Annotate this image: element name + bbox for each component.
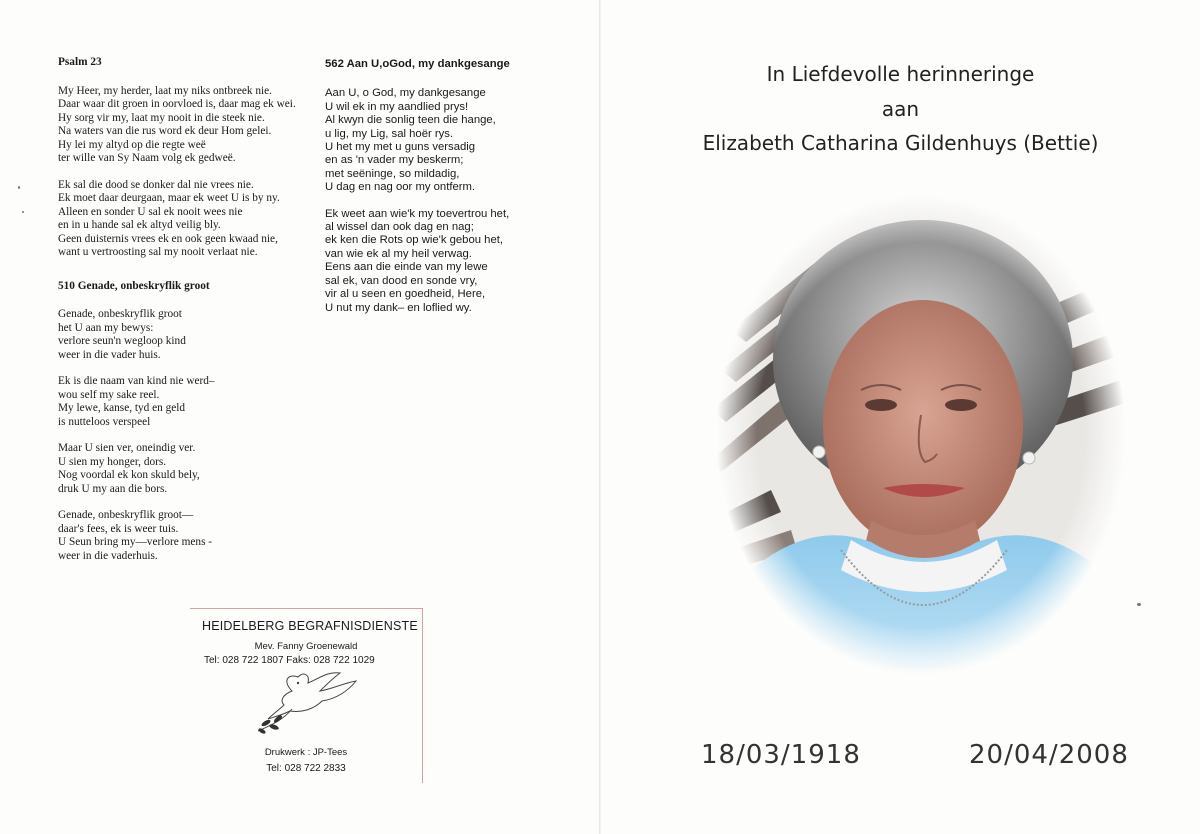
verse-line: Ek is die naam van kind nie werd–	[58, 375, 215, 387]
verse-line: U nut my dank– en loflied wy.	[325, 301, 472, 314]
verse-line: U Seun bring my—verlore mens -	[58, 536, 213, 548]
paper-speck	[18, 186, 20, 189]
verse-line: Hy lei my altyd op die regte weë	[58, 138, 206, 151]
stanza	[58, 375, 313, 429]
stanza	[58, 442, 313, 496]
right-page	[601, 0, 1200, 834]
contact-person: Mev. Fanny Groenewald	[254, 641, 358, 652]
verse-line: weer in die vader huis.	[58, 348, 161, 361]
verse-line: Ek weet aan wie'k my toevertrou het,	[325, 207, 510, 220]
verse-line: verlore seun'n wegloop kind	[58, 335, 186, 347]
verse-line: Hy sorg vir my, laat my nooit in die steek nie.	[58, 111, 265, 124]
hymn-title: 562 Aan U,oGod, my dankgesange	[325, 58, 510, 70]
verse-line: daar's fees, ek is weer tuis.	[58, 522, 179, 535]
verse-line: U wil ek in my aandlied prys!	[325, 100, 469, 113]
verse-line: Ek moet daar deurgaan, maar ek weet U is by ny.	[58, 192, 280, 204]
verse-line: vir al u seen en goedheid, Here,	[325, 288, 486, 301]
dove-with-olive-branch-icon	[252, 669, 362, 739]
verse-line: U dag en nag oor my ontferm.	[325, 181, 476, 194]
verse-line: en as 'n vader my beskerm;	[325, 154, 464, 167]
hymn-562	[325, 58, 585, 315]
printer-credit: Drukwerk : JP-Tees	[264, 747, 348, 758]
hymn-title: 510 Genade, onbeskryflik groot	[58, 279, 210, 292]
company-phone: Tel: 028 722 1807 Faks: 028 722 1029	[204, 655, 375, 666]
printer-phone: Tel: 028 722 2833	[266, 763, 346, 774]
verse-line: Geen duisternis vrees ek en ook geen kwaad nie,	[58, 232, 278, 245]
paper-speck	[1137, 603, 1141, 606]
verse-line: druk U my aan die bors.	[58, 482, 168, 495]
verse-line: is nutteloos verspeel	[58, 415, 151, 428]
verse-line: want u vertroosting sal my nooit verlaat nie.	[58, 246, 258, 258]
verse-line: wou self my sake reel.	[58, 388, 160, 401]
verse-line: U het my met u guns versadig	[325, 141, 476, 154]
verse-line: al wissel dan ook dag en nag;	[325, 221, 474, 234]
stanza	[325, 87, 585, 194]
verse-line: met seëninge, so mildadig,	[325, 167, 460, 180]
paper-speck	[22, 211, 24, 213]
death-date: 20/04/2008	[969, 740, 1129, 770]
hymn-title: Psalm 23	[58, 56, 102, 68]
verse-line: Aan U, o God, my dankgesange	[325, 87, 486, 100]
verse-line: ter wille van Sy Naam volg ek gedweë.	[58, 152, 236, 164]
stanza	[58, 308, 313, 362]
verse-line: Daar waar dit groen in oorvloed is, daar mag ek wei.	[58, 98, 296, 110]
verse-line: weer in die vaderhuis.	[58, 549, 158, 562]
verse-line: sal ek, van dood en sonde vry,	[325, 274, 478, 287]
verse-line: u lig, my Lig, sal hoër rys.	[325, 127, 454, 140]
right-text-column	[325, 58, 585, 335]
stanza	[58, 509, 313, 563]
portrait-photo	[711, 190, 1131, 680]
left-text-column	[58, 56, 313, 583]
verse-line: Genade, onbeskryflik groot	[58, 308, 182, 320]
verse-line: Ek sal die dood se donker dal nie vrees nie.	[58, 178, 254, 191]
psalm-23	[58, 56, 313, 260]
verse-line: Eens aan die einde van my lewe	[325, 261, 488, 274]
birth-date: 18/03/1918	[701, 740, 861, 770]
verse-line: het U aan my bewys:	[58, 321, 154, 334]
funeral-services-box	[190, 608, 423, 783]
stanza	[58, 179, 313, 260]
heading-line-1: In Liefdevolle herinneringe	[766, 62, 1035, 86]
verse-line: Na waters van die rus word ek deur Hom gelei.	[58, 125, 272, 137]
verse-line: Genade, onbeskryflik groot—	[58, 509, 194, 521]
stanza	[58, 85, 313, 166]
verse-line: Maar U sien ver, oneindig ver.	[58, 442, 196, 454]
verse-line: en in u hande sal ek altyd veilig bly.	[58, 219, 221, 231]
deceased-name: Elizabeth Catharina Gildenhuys (Bettie)	[702, 131, 1099, 155]
stanza	[325, 208, 585, 315]
verse-line: U sien my honger, dors.	[58, 455, 167, 468]
verse-line: My lewe, kanse, tyd en geld	[58, 402, 186, 414]
verse-line: van wie ek al my heil verwag.	[325, 247, 472, 260]
verse-line: Alleen en sonder U sal ek nooit wees nie	[58, 205, 243, 218]
company-name: HEIDELBERG BEGRAFNISDIENSTE	[202, 619, 418, 633]
verse-line: Nog voordal ek kon skuld bely,	[58, 469, 200, 481]
verse-line: ek ken die Rots op wie'k gebou het,	[325, 234, 503, 247]
verse-line: My Heer, my herder, laat my niks ontbreek nie.	[58, 84, 272, 97]
heading-line-2: aan	[881, 97, 920, 121]
hymn-510	[58, 280, 313, 564]
verse-line: Al kwyn die sonlig teen die hange,	[325, 114, 496, 127]
